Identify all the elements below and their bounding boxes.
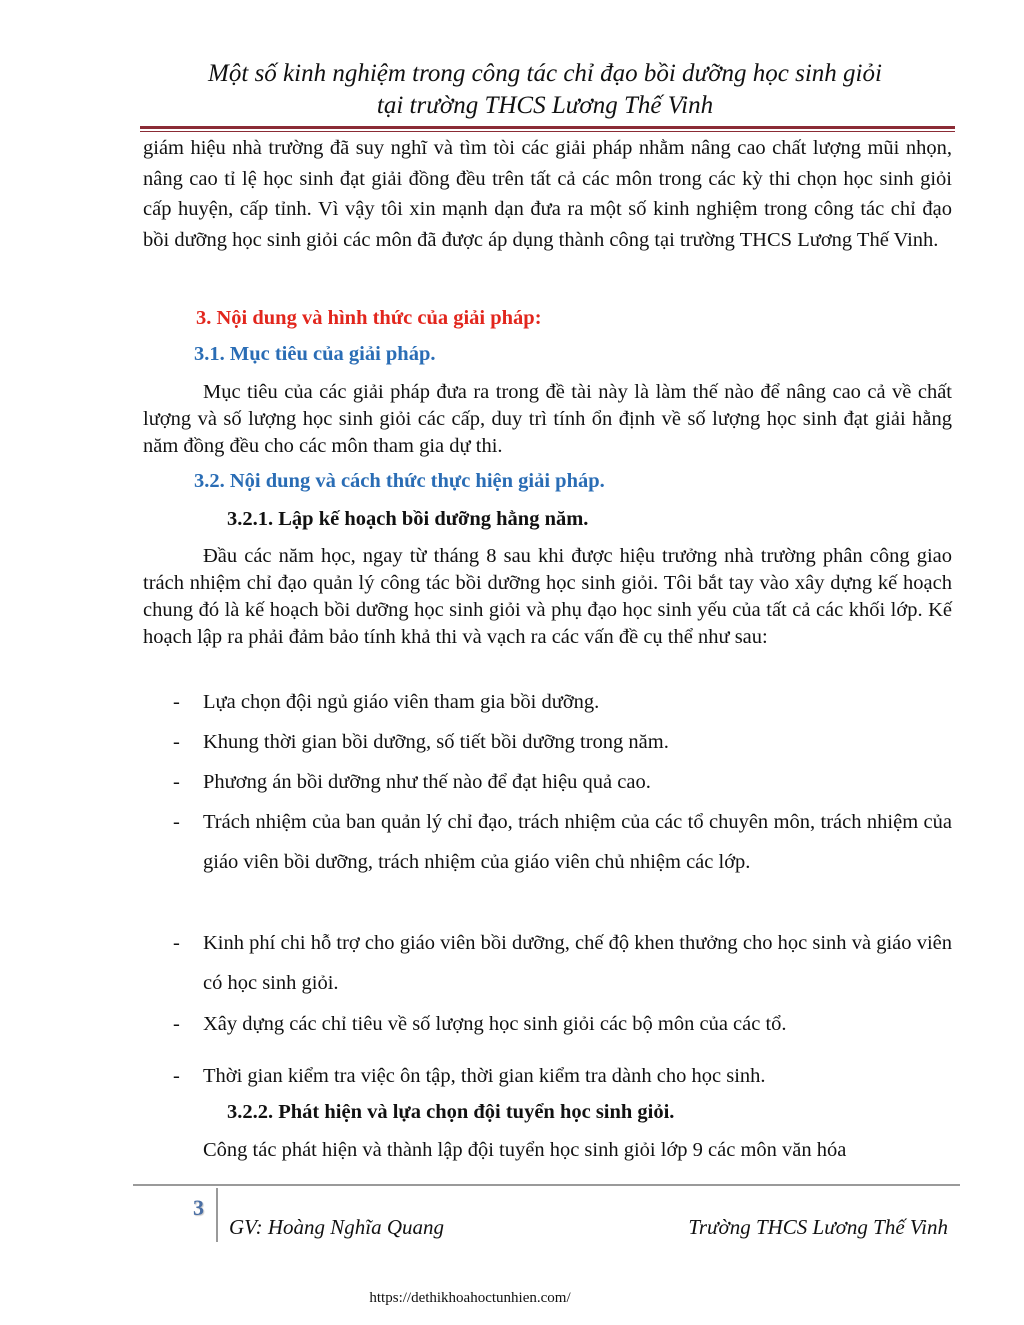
header-title-line-2: tại trường THCS Lương Thế Vinh	[376, 92, 714, 119]
page-number: 3	[193, 1195, 204, 1220]
list-item-text: Phương án bồi dưỡng như thế nào để đạt hiệu quả cao.	[203, 771, 651, 793]
section-3-1-heading: 3.1. Mục tiêu của giải pháp.	[194, 343, 436, 365]
header-rule-thin	[140, 131, 955, 132]
list-item-text: Khung thời gian bồi dưỡng, số tiết bồi dưỡng trong năm.	[203, 731, 669, 753]
list-item	[143, 722, 952, 762]
section-3-2-1-text: Đầu các năm học, ngay từ tháng 8 sau khi được hiệu trưởng nhà trường phân công giao trách nhiệm chỉ đạo quản lý công tác bồi dưỡng học sinh giỏi. Tôi bắt tay vào xây dựng kế hoạch chung đó là kế hoạch bồi dưỡng học sinh giỏi và phụ đạo học sinh yếu của tất cả các khối lớp. Kế hoạch lập ra phải đảm bảo tính khả thi và vạch ra các vấn đề cụ thể như sau:	[143, 545, 952, 648]
list-item	[143, 682, 952, 722]
section-3-2-1-heading: 3.2.1. Lập kế hoạch bồi dưỡng hằng năm.	[227, 508, 589, 530]
source-url[interactable]: https://dethikhoahoctunhien.com/	[369, 1290, 571, 1306]
bullet-marker: -	[173, 771, 180, 793]
section-3-2-2-heading: 3.2.2. Phát hiện và lựa chọn đội tuyển học sinh giỏi.	[227, 1101, 675, 1123]
intro-paragraph: giám hiệu nhà trường đã suy nghĩ và tìm tòi các giải pháp nhằm nâng cao chất lượng mũi nhọn, nâng cao tỉ lệ học sinh đạt giải đồng đều trên tất cả các môn trong các kỳ thi chọn học sinh giỏi cấp huyện, cấp tỉnh. Vì vậy tôi xin mạnh dạn đưa ra một số kinh nghiệm trong công tác chỉ đạo bồi dưỡng học sinh giỏi các môn đã được áp dụng thành công tại trường THCS Lương Thế Vinh.	[143, 137, 952, 251]
header-title-line-1: Một số kinh nghiệm trong công tác chỉ đạo bồi dưỡng học sinh giỏi	[208, 60, 882, 87]
header-rule-thick	[140, 126, 955, 129]
section-3-1-text: Mục tiêu của các giải pháp đưa ra trong đề tài này là làm thế nào để nâng cao cả về chất lượng và số lượng học sinh giỏi các cấp, duy trì tính ổn định về số lượng học sinh đạt giải hằng năm đồng đều cho các môn tham gia dự thi.	[143, 381, 952, 457]
list-item-text: Xây dựng các chỉ tiêu về số lượng học sinh giỏi các bộ môn của các tổ.	[203, 1013, 787, 1035]
bullet-marker: -	[173, 731, 180, 753]
list-item-text: Trách nhiệm của ban quản lý chỉ đạo, trách nhiệm của các tổ chuyên môn, trách nhiệm của giáo viên bồi dưỡng, trách nhiệm của giáo viên chủ nhiệm các lớp.	[203, 811, 952, 873]
footer-divider	[216, 1188, 218, 1242]
list-item	[143, 802, 952, 882]
list-item	[143, 762, 952, 802]
list-item	[143, 1004, 952, 1044]
bullet-marker: -	[173, 1013, 180, 1035]
section-3-heading: 3. Nội dung và hình thức của giải pháp:	[196, 307, 542, 329]
footer-rule	[133, 1184, 960, 1186]
bullet-marker: -	[173, 691, 180, 713]
footer-school: Trường THCS Lương Thế Vinh	[688, 1215, 948, 1239]
list-item-text: Kinh phí chi hỗ trợ cho giáo viên bồi dưỡng, chế độ khen thưởng cho học sinh và giáo viên có học sinh giỏi.	[203, 932, 952, 994]
list-item	[143, 923, 952, 1003]
bullet-marker: -	[173, 1065, 180, 1087]
section-3-2-2-text: Công tác phát hiện và thành lập đội tuyển học sinh giỏi lớp 9 các môn văn hóa	[203, 1139, 847, 1161]
section-3-2-heading: 3.2. Nội dung và cách thức thực hiện giải pháp.	[194, 470, 605, 492]
bullet-marker: -	[173, 932, 180, 954]
list-item-text: Thời gian kiểm tra việc ôn tập, thời gian kiểm tra dành cho học sinh.	[203, 1065, 766, 1087]
list-item-text: Lựa chọn đội ngủ giáo viên tham gia bồi dưỡng.	[203, 691, 600, 713]
footer-author: GV: Hoàng Nghĩa Quang	[229, 1215, 445, 1239]
document-header	[140, 58, 950, 122]
list-item	[143, 1056, 952, 1096]
bullet-marker: -	[173, 811, 180, 833]
